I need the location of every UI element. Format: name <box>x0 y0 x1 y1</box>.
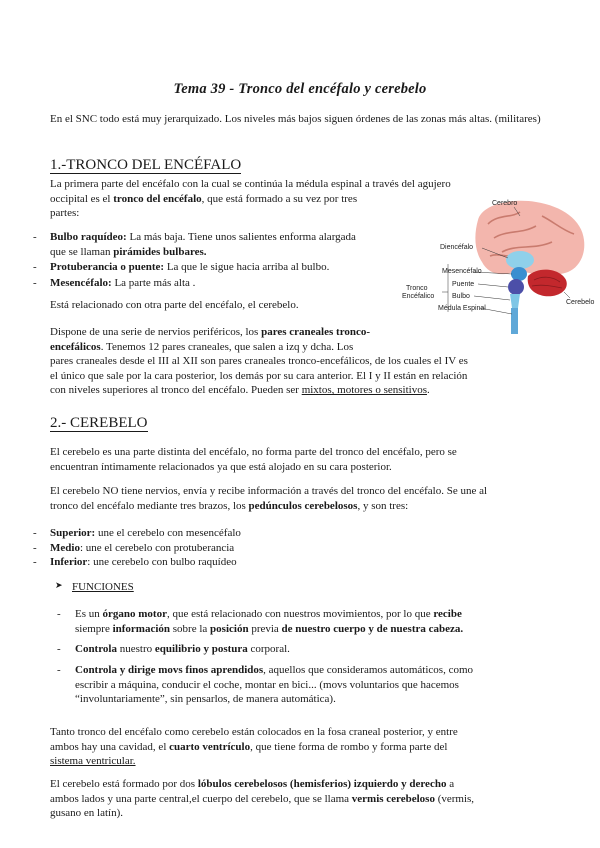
s2-paragraph-2: El cerebelo NO tiene nervios, envía y recibe información a través del tronco del encéfalo. Se une al tronco del encéfalo mediante tres brazos, los pedúnculos cerebelosos, y son tres: <box>50 485 488 512</box>
intro-paragraph: En el SNC todo está muy jerarquizado. Los niveles más bajos siguen órdenes de las zonas más altas. (militares) <box>50 113 541 125</box>
funcion-equilibrio: Controla nuestro equilibrio y postura corporal. <box>75 643 290 655</box>
list-item-medio: Medio: une el cerebelo con protuberancia <box>50 542 235 554</box>
brain-diagram <box>402 194 596 336</box>
label-diencefalo: Diencéfalo <box>440 244 474 251</box>
bullet-dash: - <box>57 608 61 620</box>
funcion-movs-finos: Controla y dirige movs finos aprendidos, aquellos que consideramos automáticos, como escribir a máquina, conducir el coche, montar en bici... (movs voluntarios que hacemos “involuntariamente”, sin pensarlos, de manera automática). <box>75 664 474 706</box>
list-item-mesencefalo: Mesencéfalo: La parte más alta . <box>50 277 196 289</box>
label-encefalico: Encéfalico <box>402 293 435 300</box>
bullet-dash: - <box>33 542 37 554</box>
list-item-protuberancia: Protuberancia o puente: La que le sigue hacia arriba al bulbo. <box>50 261 330 273</box>
label-mesencefalo: Mesencéfalo <box>442 268 482 275</box>
label-bulbo: Bulbo <box>452 293 470 300</box>
bulbo-region <box>510 294 520 308</box>
s1-paragraph-2: Está relacionado con otra parte del encéfalo, el cerebelo. <box>50 299 299 311</box>
list-item-superior: Superior: une el cerebelo con mesencéfalo <box>50 527 241 539</box>
bullet-dash: - <box>33 231 37 243</box>
puente-region <box>508 279 524 295</box>
arrow-bullet-icon: ➤ <box>55 580 63 590</box>
label-cerebelo: Cerebelo <box>566 299 595 306</box>
list-item-inferior: Inferior: une cerebelo con bulbo raquídeo <box>50 556 237 568</box>
list-item-bulbo: Bulbo raquídeo: La más baja. Tiene unos salientes enforma alargada que se llaman pirámides bulbares. <box>50 231 356 258</box>
s1-paragraph-1: La primera parte del encéfalo con la cual se continúa la médula espinal a través del agujero occipital es el tronco del encéfalo, que está formado a su vez por tres partes: <box>50 178 451 220</box>
bullet-dash: - <box>33 261 37 273</box>
s1-paragraph-3: Dispone de una serie de nervios periféricos, los pares craneales tronco- encefálicos. Tenemos 12 pares craneales, que salen a izq y dcha. Los pares craneales desde el III al XII son pares craneales tronco-encefálicos, de los cuales el IV es el único que sale por la cara posterior, los demás por su cara anterior. El I y II están en relación con niveles superiores al tronco del encéfalo. Pueden ser mixtos, motores o sensitivos. <box>50 326 468 397</box>
bullet-dash: - <box>57 664 61 676</box>
label-tronco: Tronco <box>406 285 428 292</box>
bullet-dash: - <box>33 556 37 568</box>
section-heading-tronco: 1.-TRONCO DEL ENCÉFALO <box>50 157 242 173</box>
diencefalo-region <box>506 251 534 269</box>
mesencefalo-region <box>511 267 527 281</box>
bullet-dash: - <box>57 643 61 655</box>
bullet-dash: - <box>33 277 37 289</box>
medula-region <box>511 308 518 334</box>
funcion-organo-motor: Es un órgano motor, que está relacionado con nuestros movimientos, por lo que recibe siempre información sobre la posición previa de nuestro cuerpo y de nuestra cabeza. <box>75 608 464 635</box>
section-heading-cerebelo: 2.- CEREBELO <box>50 415 148 431</box>
s2-paragraph-4: El cerebelo está formado por dos lóbulos cerebelosos (hemisferios) izquierdo y derecho a ambos lados y una parte central,el cuerpo del cerebelo, que se llama vermis cerebeloso (vermis, gusano en latín). <box>50 778 475 820</box>
page-title: Tema 39 - Tronco del encéfalo y cerebelo <box>173 81 427 97</box>
label-cerebro: Cerebro <box>492 200 518 207</box>
funciones-heading: FUNCIONES <box>72 581 134 593</box>
label-medula: Médula Espinal <box>438 305 486 312</box>
s2-paragraph-1: El cerebelo es una parte distinta del encéfalo, no forma parte del tronco del encéfalo, pero se encuentran íntimamente relacionados ya que está alojado en su cara posterior. <box>50 446 457 473</box>
label-puente: Puente <box>452 281 475 288</box>
bullet-dash: - <box>33 527 37 539</box>
s2-paragraph-3: Tanto tronco del encéfalo como cerebelo están colocados en la fosa craneal posterior, y entre ambos hay una cavidad, el cuarto ventrículo, que tiene forma de rombo y forma parte del sistema ventricular. <box>50 726 458 768</box>
